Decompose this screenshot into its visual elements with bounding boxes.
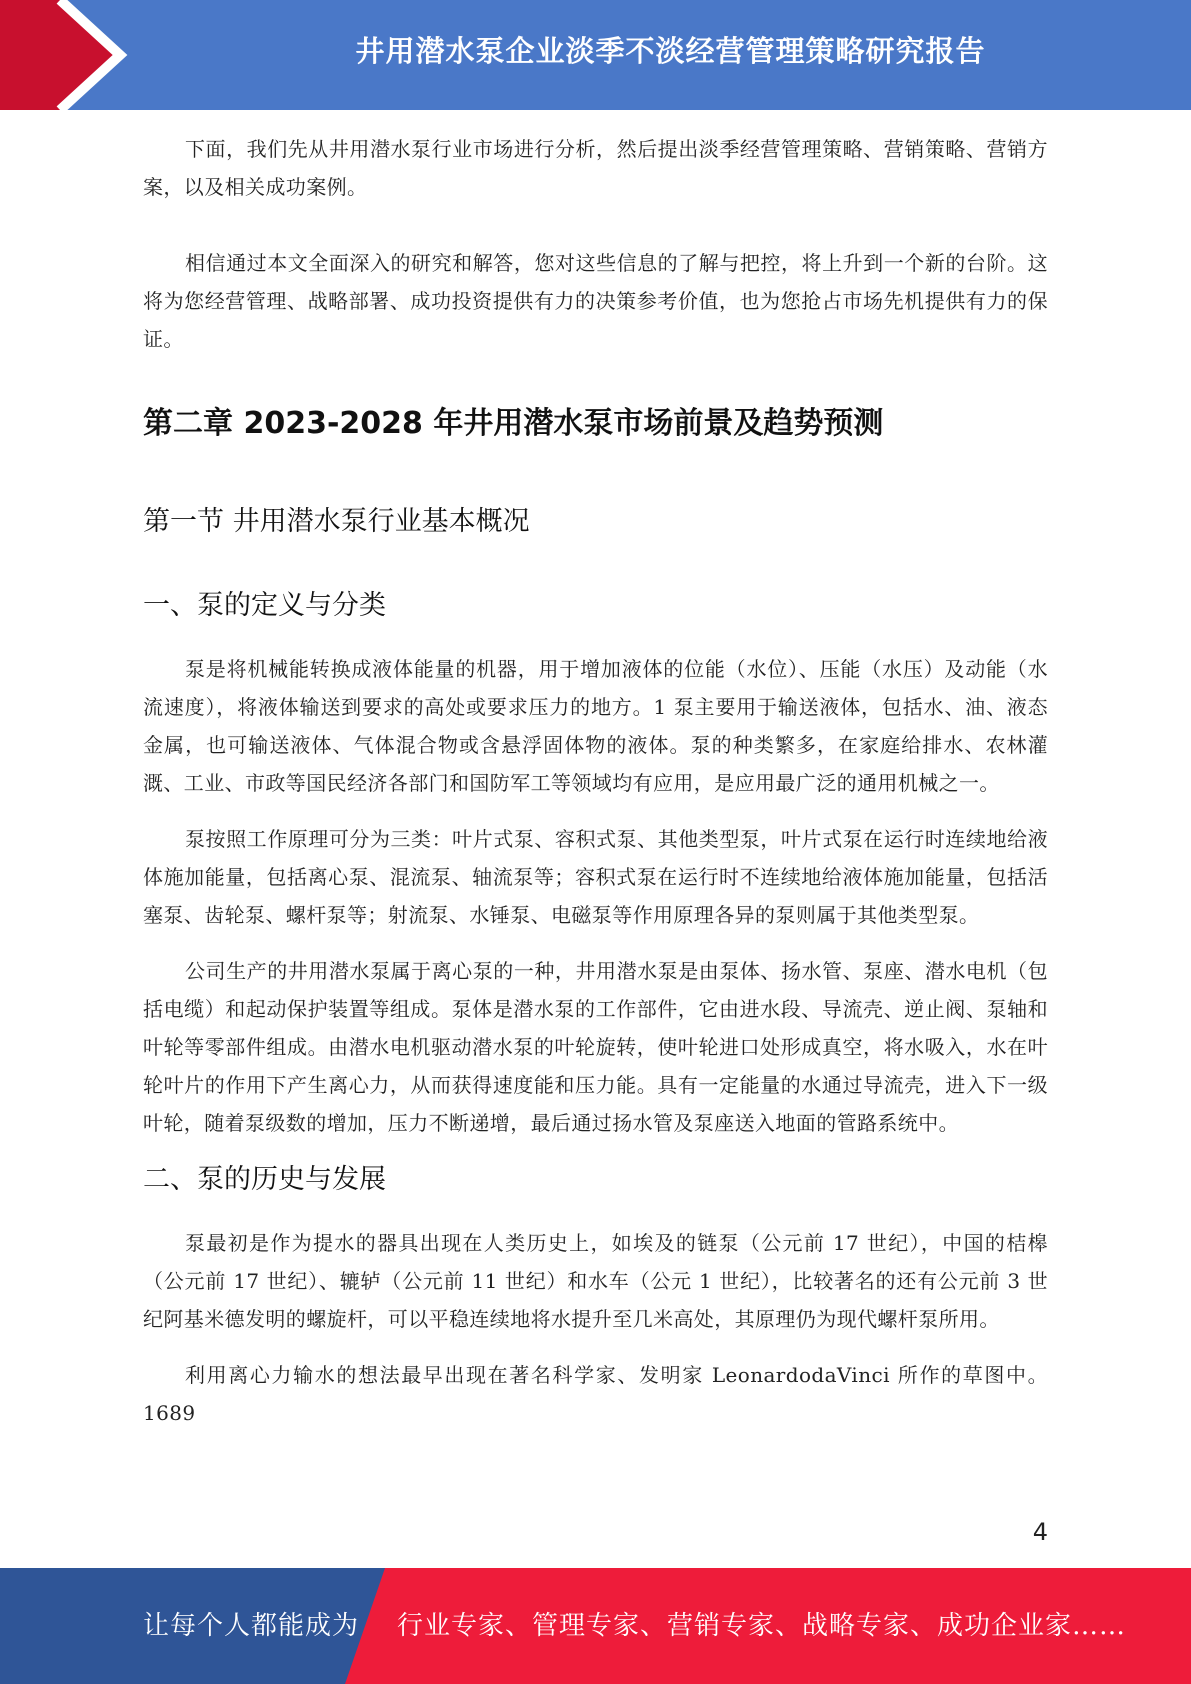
body-paragraph: 泵是将机械能转换成液体能量的机器，用于增加液体的位能（水位）、压能（水压）及动能（水流速度），将液体输送到要求的高处或要求压力的地方。1 泵主要用于输送液体，包括水、油、液态金属，也可输送液体、气体混合物或含悬浮固体物的液体。泵的种类繁多，在家庭给排水、农林灌溉、工业、市政等国民经济各部门和国防军工等领域均有应用，是应用最广泛的通用机械之一。 xyxy=(143,657,1048,795)
section-heading: 第一节 井用潜水泵行业基本概况 xyxy=(143,506,530,537)
subsection-heading-2: 二、泵的历史与发展 xyxy=(143,1164,386,1195)
page-content xyxy=(143,130,1048,1432)
chapter-heading: 第二章 2023-2028 年井用潜水泵市场前景及趋势预测 xyxy=(143,406,884,441)
header-arrow-icon xyxy=(0,0,150,110)
intro-paragraph-1: 下面，我们先从井用潜水泵行业市场进行分析，然后提出淡季经营管理策略、营销策略、营销方案，以及相关成功案例。 xyxy=(143,137,1048,199)
footer-slogan-right: 行业专家、管理专家、营销专家、战略专家、成功企业家…… xyxy=(397,1611,1127,1641)
footer-slogan-left: 让每个人都能成为 xyxy=(143,1611,360,1641)
subsection-heading-1: 一、泵的定义与分类 xyxy=(143,590,386,621)
body-paragraph: 公司生产的井用潜水泵属于离心泵的一种，井用潜水泵是由泵体、扬水管、泵座、潜水电机（包括电缆）和起动保护装置等组成。泵体是潜水泵的工作部件，它由进水段、导流壳、逆止阀、泵轴和叶轮等零部件组成。由潜水电机驱动潜水泵的叶轮旋转，使叶轮进口处形成真空，将水吸入，水在叶轮叶片的作用下产生离心力，从而获得速度能和压力能。具有一定能量的水通过导流壳，进入下一级叶轮，随着泵级数的增加，压力不断递增，最后通过扬水管及泵座送入地面的管路系统中。 xyxy=(143,959,1048,1135)
page-number: 4 xyxy=(1032,1518,1048,1546)
body-paragraph: 利用离心力输水的想法最早出现在著名科学家、发明家 LeonardodaVinci 所作的草图中。1689 xyxy=(143,1363,1048,1425)
report-title: 井用潜水泵企业淡季不淡经营管理策略研究报告 xyxy=(355,34,986,68)
intro-paragraph-2: 相信通过本文全面深入的研究和解答，您对这些信息的了解与把控，将上升到一个新的台阶。这将为您经营管理、战略部署、成功投资提供有力的决策参考价值，也为您抢占市场先机提供有力的保证。 xyxy=(143,251,1048,351)
header-bar xyxy=(0,0,1191,110)
footer-banner xyxy=(0,1568,1191,1684)
body-paragraph: 泵按照工作原理可分为三类：叶片式泵、容积式泵、其他类型泵，叶片式泵在运行时连续地给液体施加能量，包括离心泵、混流泵、轴流泵等；容积式泵在运行时不连续地给液体施加能量，包括活塞泵、齿轮泵、螺杆泵等；射流泵、水锤泵、电磁泵等作用原理各异的泵则属于其他类型泵。 xyxy=(143,827,1048,927)
body-paragraph: 泵最初是作为提水的器具出现在人类历史上，如埃及的链泵（公元前 17 世纪），中国的桔槔（公元前 17 世纪）、辘轳（公元前 11 世纪）和水车（公元 1 世纪），比较著名的还有公元前 3 世纪阿基米德发明的螺旋杆，可以平稳连续地将水提升至几米高处，其原理仍为现代螺杆泵所用。 xyxy=(143,1231,1048,1331)
